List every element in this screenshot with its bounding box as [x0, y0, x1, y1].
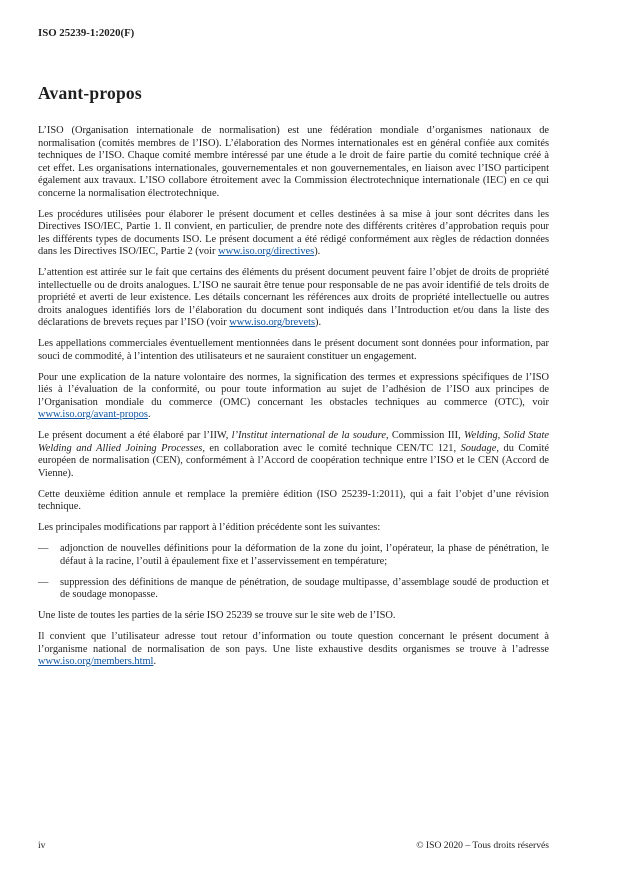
paragraph-text: . [147, 409, 151, 420]
list-item-change-1 [38, 543, 549, 568]
link-iso-brevets[interactable]: www.iso.org/brevets [229, 317, 316, 328]
paragraph-text: , en collaboration avec le comité technique CEN/TC 121, [202, 442, 461, 454]
list-item-change-2 [38, 577, 549, 602]
link-iso-directives[interactable]: www.iso.org/directives [218, 246, 315, 257]
list-item-text: suppression des définitions de manque de pénétration, de soudage multipasse, d’assemblage soudé de production et de soudage monopasse. [60, 576, 549, 600]
paragraph-changes-intro: Les principales modifications par rapport à l’édition précédente sont les suivantes: [38, 522, 381, 533]
paragraph-edition: Cette deuxième édition annule et remplace la première édition (ISO 25239-1:2011), qui a fait l’objet d’une révision technique. [38, 488, 549, 512]
paragraph-text: . [153, 656, 157, 667]
paragraph-wto [38, 372, 549, 422]
paragraph-committee [38, 430, 549, 480]
paragraph-text: ). [314, 246, 321, 257]
committee-name-italic: l’Institut international de la soudure [231, 430, 386, 441]
cen-tc-title-italic: Soudage [460, 442, 497, 454]
page-title: Avant-propos [38, 83, 142, 103]
commission-title-italic: Welding, Solid State Welding and Allied Joining Processes [38, 430, 550, 454]
paragraph-text: L’attention est attirée sur le fait que certains des éléments du présent document peuvent faire l’objet de droits de propriété intellectuelle ou de droits analogues. L’ISO ne saurait être tenue pour responsable de ne pas avoir identifié de tels droits de propriété et averti de leur existence. Les détails concernant les références aux droits de propriété intellectuelle ou autres droits analogues identifiés lors de l’élaboration du document sont indiqués dans l’Introduction et/ou dans la liste des déclarations de brevets reçues par l’ISO (voir [38, 267, 549, 328]
paragraph-patents [38, 267, 549, 330]
paragraph-text: Le présent document a été élaboré par l’IIW, [38, 430, 232, 441]
page-footer [38, 840, 549, 851]
copyright-notice: © ISO 2020 – Tous droits réservés [416, 840, 549, 851]
paragraph-feedback [38, 631, 549, 669]
paragraph-text: Les procédures utilisées pour élaborer le présent document et celles destinées à sa mise à jour sont décrites dans les Directives ISO/IEC, Partie 1. Il convient, en particulier, de prendre note des différents critères d’approbation requis pour les différents types de documents ISO. Le présent document a été rédigé conformément aux règles de rédaction données dans les Directives ISO/IEC, Partie 2 (voir [38, 208, 549, 257]
paragraph-text: , du Comité européen de normalisation (CEN), conformément à l’Accord de coopération technique entre l’ISO et le CEN (Accord de Vienne). [38, 442, 550, 479]
document-reference: ISO 25239-1:2020(F) [38, 27, 135, 39]
em-dash-bullet: — [38, 576, 49, 588]
paragraph-text: ). [315, 317, 322, 328]
paragraph-text: Il convient que l’utilisateur adresse tout retour d’information ou toute question concernant le présent document à l’organisme national de normalisation de son pays. Une liste exhaustive desdits organismes se trouve à l’adresse [38, 631, 549, 655]
paragraph-trade-names: Les appellations commerciales éventuellement mentionnées dans le présent document sont données pour information, par souci de commodité, à l’intention des utilisateurs et ne sauraient constituer un engagement. [38, 338, 549, 362]
page-number: iv [38, 840, 46, 851]
paragraph-text: , Commission III, [385, 430, 464, 441]
paragraph-text: Pour une explication de la nature volontaire des normes, la signification des termes et expressions spécifiques de l’ISO liés à l’évaluation de la conformité, ou pour toute information au sujet de l’adhésion de l’ISO aux principes de l’Organisation mondiale du commerce (OMC) concernant les obstacles techniques au commerce (OTC), voir [38, 371, 549, 408]
em-dash-bullet: — [38, 543, 49, 554]
link-iso-members[interactable]: www.iso.org/members.html [38, 656, 154, 667]
list-item-text: adjonction de nouvelles définitions pour la déformation de la zone du joint, l’opérateur, la phase de pénétration, le défaut à la racine, l’outil à épaulement fixe et l’asservissement en température; [60, 543, 549, 567]
link-iso-avant-propos[interactable]: www.iso.org/avant-propos [38, 409, 148, 420]
paragraph-iso-intro: L’ISO (Organisation internationale de normalisation) est une fédération mondiale d’organismes nationaux de normalisation (comités membres de l’ISO). L’élaboration des Normes internationales est en général confiée aux comités techniques de l’ISO. Chaque comité membre intéressé par une étude a le droit de faire partie du comité technique créé à cet effet. Les organisations internationales, gouvernementales et non gouvernementales, en liaison avec l’ISO participent également aux travaux. L’ISO collabore étroitement avec la Commission électrotechnique internationale (IEC) en ce qui concerne la normalisation électrotechnique. [38, 125, 549, 199]
paragraph-procedures [38, 209, 549, 259]
paragraph-series-list: Une liste de toutes les parties de la série ISO 25239 se trouve sur le site web de l’ISO. [38, 610, 396, 621]
